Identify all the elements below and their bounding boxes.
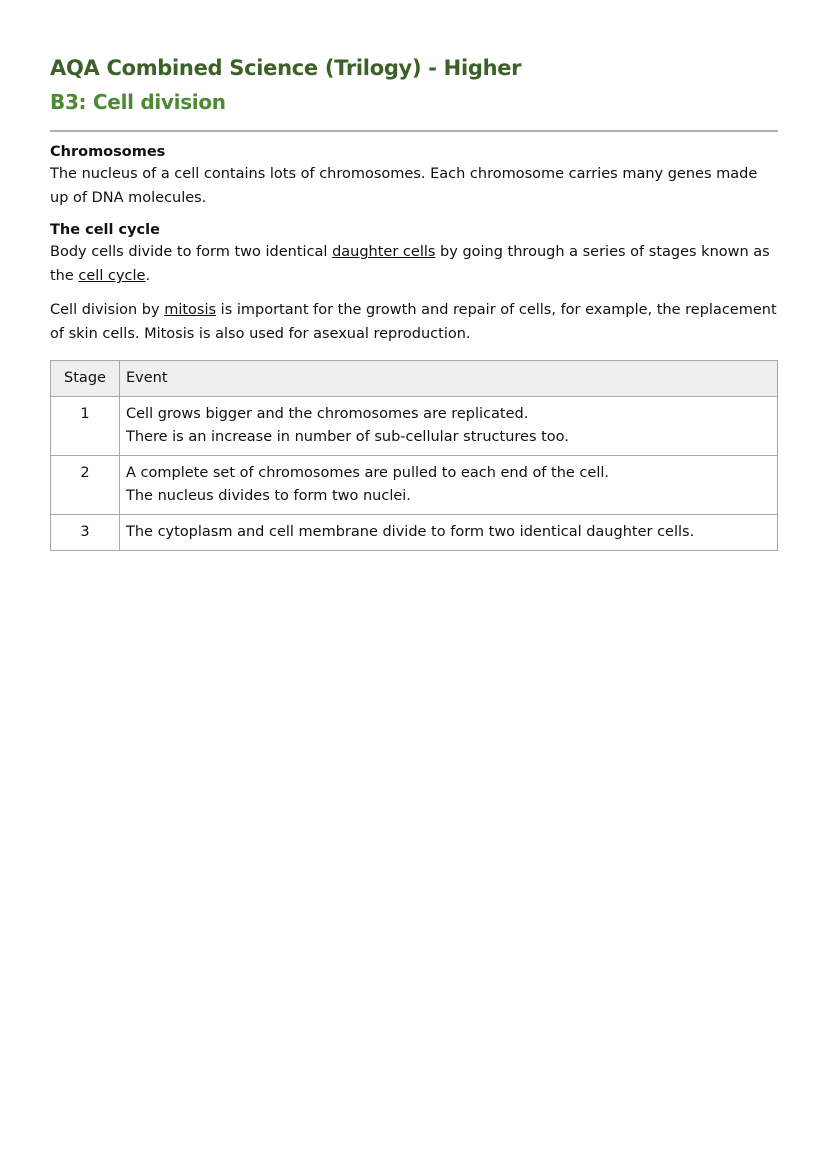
text: is important for the growth and repair of cells, for example, the replacement of skin cells. Mitosis is also used for asexual reproduction. [50, 302, 777, 342]
table-header-row [51, 361, 778, 397]
header-event: Event [120, 361, 778, 397]
stage-cell: 2 [51, 456, 120, 515]
chromosomes-text: The nucleus of a cell contains lots of chromosomes. Each chromosome carries many genes made up of DNA molecules. [50, 166, 758, 206]
table-row [51, 515, 778, 551]
event-cell [120, 515, 778, 551]
term-mitosis: mitosis [164, 302, 217, 318]
table-row [51, 397, 778, 456]
document-subtitle: B3: Cell division [50, 90, 226, 114]
cell-cycle-paragraph-2 [50, 298, 778, 346]
event-cell [120, 456, 778, 515]
stage-cell: 1 [51, 397, 120, 456]
text: by going through a series of stages known as the [50, 244, 770, 284]
text: . [145, 268, 151, 284]
stage-cell: 3 [51, 515, 120, 551]
header-stage: Stage [51, 361, 120, 397]
event-line: There is an increase in number of sub-cellular structures too. [126, 429, 569, 445]
event-line: Cell grows bigger and the chromosomes are replicated. [126, 406, 529, 422]
event-line: A complete set of chromosomes are pulled to each end of the cell. [126, 465, 609, 481]
cell-cycle-paragraph-1 [50, 240, 778, 288]
term-daughter-cells: daughter cells [332, 244, 436, 260]
document-title: AQA Combined Science (Trilogy) - Higher [50, 56, 522, 80]
document-page [50, 52, 778, 551]
cell-cycle-table [50, 360, 778, 551]
section-heading-chromosomes: Chromosomes [50, 144, 166, 160]
section-heading-cell-cycle: The cell cycle [50, 222, 160, 238]
event-cell [120, 397, 778, 456]
divider [50, 130, 778, 132]
event-line: The nucleus divides to form two nuclei. [126, 488, 411, 504]
event-line: The cytoplasm and cell membrane divide to form two identical daughter cells. [126, 524, 695, 540]
term-cell-cycle: cell cycle [78, 268, 146, 284]
text: Body cells divide to form two identical [50, 244, 333, 260]
text: Cell division by [50, 302, 165, 318]
table-row [51, 456, 778, 515]
